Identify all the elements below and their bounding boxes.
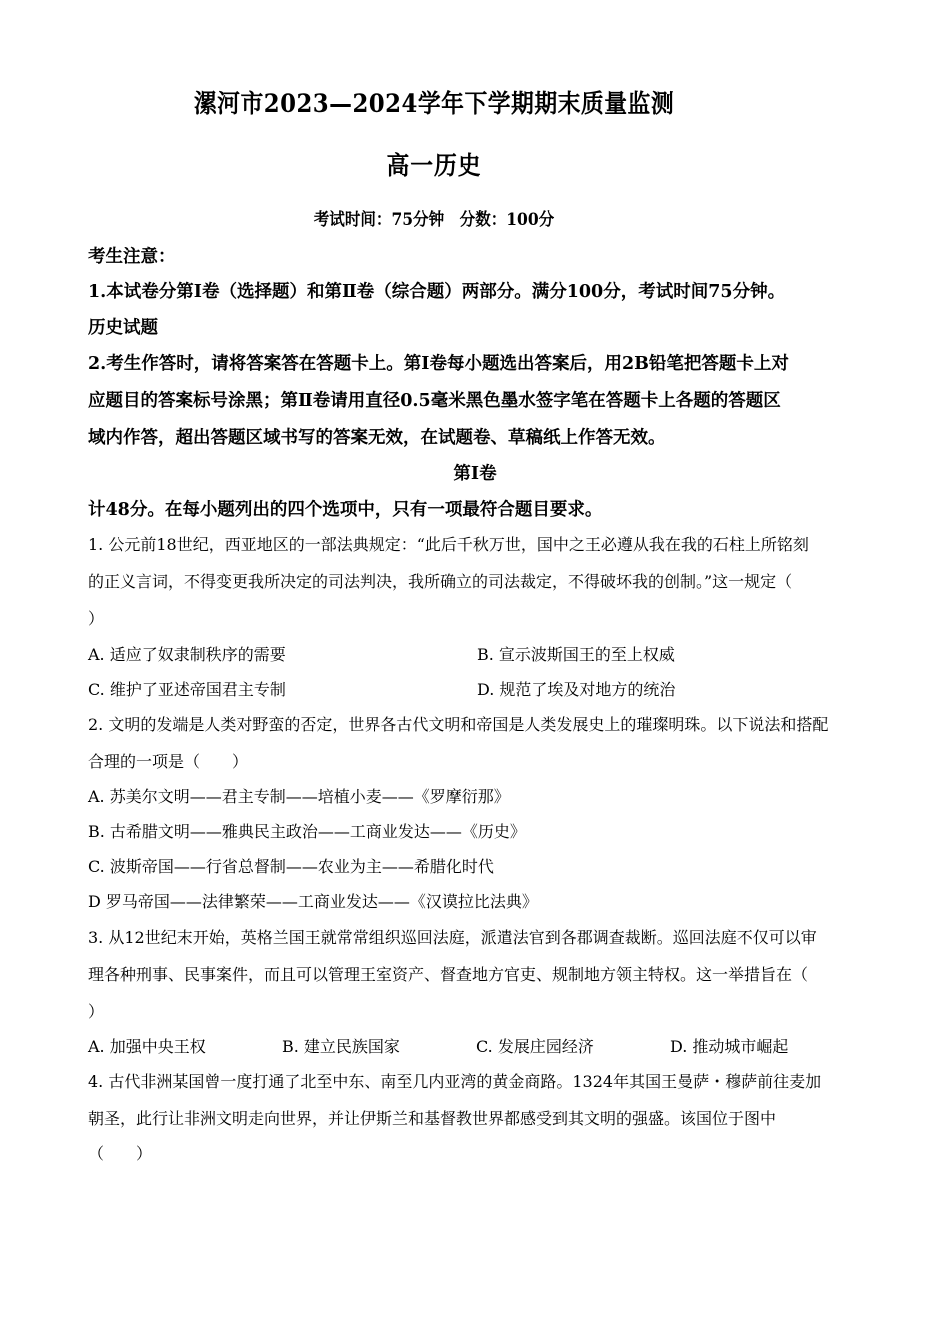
notice-line-2a: 2.考生作答时，请将答案答在答题卡上。第Ⅰ卷每小题选出答案后，用2B铅笔把答题卡上对	[88, 354, 789, 374]
notice-line-2b: 应题目的答案标号涂黑；第Ⅱ卷请用直径0.5毫米黑色墨水签字笔在答题卡上各题的答题区	[88, 391, 781, 411]
question-1-option-c[interactable]: C. 维护了亚述帝国君主专制	[88, 680, 286, 699]
notice-line-1: 1.本试卷分第Ⅰ卷（选择题）和第Ⅱ卷（综合题）两部分。满分100分，考试时间75分钟。	[88, 282, 786, 302]
question-1-line-3: ）	[88, 609, 105, 628]
question-3-line-2: 理各种刑事、民事案件，而且可以管理王室资产、督查地方官吏、规制地方领主特权。这一举措旨在（	[88, 965, 809, 984]
question-3-line-3: ）	[88, 1002, 105, 1021]
question-4-line-2: 朝圣，此行让非洲文明走向世界，并让伊斯兰和基督教世界都感受到其文明的强盛。该国位于图中	[88, 1109, 777, 1128]
question-3-option-b[interactable]: B. 建立民族国家	[282, 1037, 400, 1056]
question-1-line-2: 的正义言词，不得变更我所决定的司法判决，我所确立的司法裁定，不得破坏我的创制。”这一规定（	[88, 572, 793, 591]
question-1-option-a[interactable]: A. 适应了奴隶制秩序的需要	[88, 645, 286, 664]
exam-title: 漯河市2023—2024学年下学期期末质量监测	[193, 89, 675, 118]
question-1-option-d[interactable]: D. 规范了埃及对地方的统治	[477, 680, 676, 699]
question-3-option-c[interactable]: C. 发展庄园经济	[476, 1037, 594, 1056]
notice-line-1b: 历史试题	[88, 318, 158, 338]
exam-meta: 考试时间：75分钟 分数：100分	[313, 210, 555, 230]
question-1-line-1: 1. 公元前18世纪，西亚地区的一部法典规定：“此后千秋万世，国中之王必遵从我在我的石柱上所铭刻	[88, 535, 809, 554]
question-3-line-1: 3. 从12世纪末开始，英格兰国王就常常组织巡回法庭，派遣法官到各郡调查裁断。巡回法庭不仅可以审	[88, 928, 817, 947]
section-instruction: 计48分。在每小题列出的四个选项中，只有一项最符合题目要求。	[88, 500, 603, 520]
question-3-option-d[interactable]: D. 推动城市崛起	[670, 1037, 789, 1056]
notice-heading: 考生注意：	[88, 247, 176, 267]
question-2-line-2: 合理的一项是（ ）	[88, 752, 249, 771]
question-3-option-a[interactable]: A. 加强中央王权	[88, 1037, 206, 1056]
question-1-option-b[interactable]: B. 宣示波斯国王的至上权威	[477, 645, 675, 664]
section-title: 第Ⅰ卷	[453, 464, 497, 484]
exam-subject: 高一历史	[386, 151, 482, 180]
question-2-option-d[interactable]: D 罗马帝国——法律繁荣——工商业发达——《汉谟拉比法典》	[88, 892, 538, 911]
question-2-option-b[interactable]: B. 古希腊文明——雅典民主政治——工商业发达——《历史》	[88, 822, 526, 841]
notice-line-2c: 域内作答，超出答题区域书写的答案无效，在试题卷、草稿纸上作答无效。	[88, 428, 666, 448]
question-4-line-3: （ ）	[88, 1144, 153, 1163]
question-2-option-a[interactable]: A. 苏美尔文明——君主专制——培植小麦——《罗摩衍那》	[88, 787, 510, 806]
question-2-line-1: 2. 文明的发端是人类对野蛮的否定，世界各古代文明和帝国是人类发展史上的璀璨明珠。以下说法和搭配	[88, 715, 829, 734]
question-2-option-c[interactable]: C. 波斯帝国——行省总督制——农业为主——希腊化时代	[88, 857, 494, 876]
question-4-line-1: 4. 古代非洲某国曾一度打通了北至中东、南至几内亚湾的黄金商路。1324年其国王曼萨・穆萨前往麦加	[88, 1072, 822, 1091]
